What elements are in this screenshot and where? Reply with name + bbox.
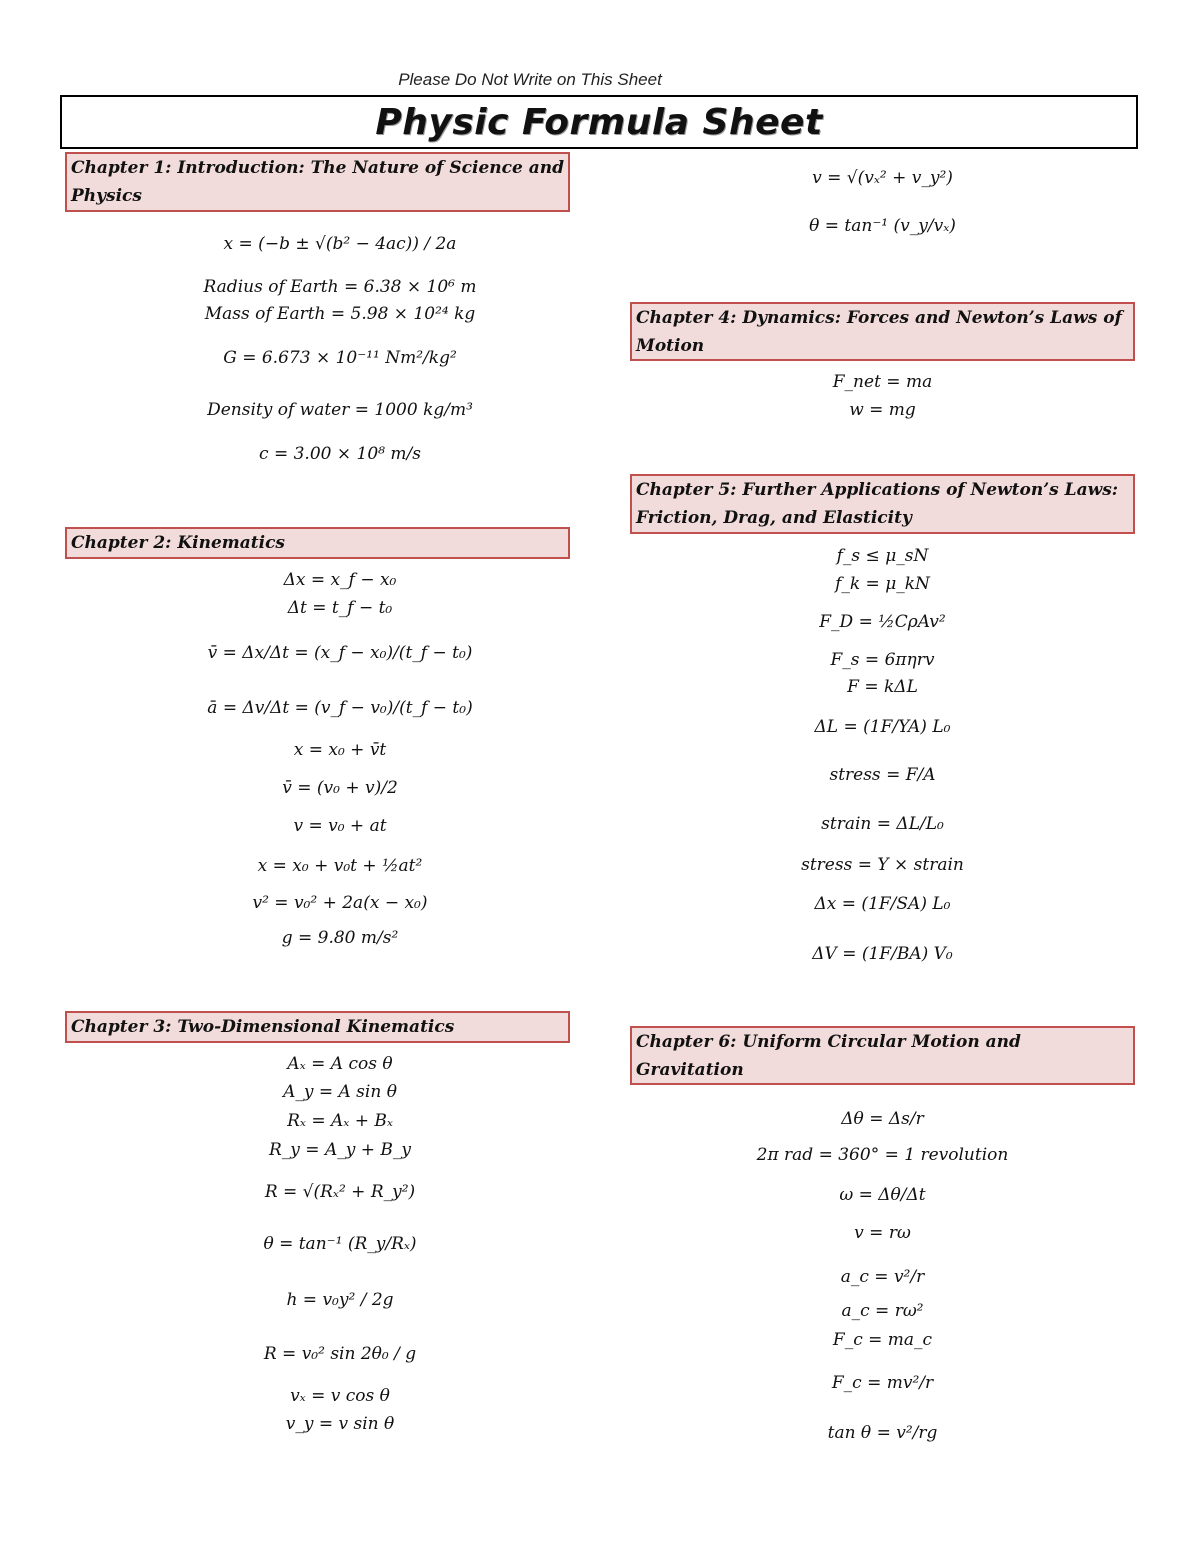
formula: F_s = 6πηrv: [830, 650, 935, 670]
formula: v_y = v sin θ: [285, 1414, 395, 1434]
notice: Please Do Not Write on This Sheet: [398, 70, 662, 89]
chapter-3-formulas: [65, 1052, 615, 1442]
formula: R = v₀² sin 2θ₀ / g: [263, 1344, 417, 1364]
formula: ω = Δθ/Δt: [839, 1185, 926, 1205]
formula: ā = Δv/Δt = (v_f − v₀)/(t_f − t₀): [207, 698, 473, 718]
formula: F_net = ma: [832, 372, 933, 392]
formula: v = √(vₓ² + v_y²): [812, 168, 953, 188]
chapter-6-formulas: [630, 1095, 1135, 1475]
chapter-3-continued-formulas: [630, 158, 1135, 258]
formula: ΔV = (1F/BA) V₀: [812, 944, 953, 964]
chapter-6-heading: Chapter 6: Uniform Circular Motion and Gravitation: [630, 1026, 1135, 1085]
chapter-3-heading: Chapter 3: Two-Dimensional Kinematics: [65, 1011, 570, 1043]
formula: v̄ = (v₀ + v)/2: [282, 778, 398, 798]
formula: strain = ΔL/L₀: [821, 814, 944, 834]
chapter-5-heading: Chapter 5: Further Applications of Newton’s Laws: Friction, Drag, and Elasticity: [630, 474, 1135, 534]
formula: 2π rad = 360° = 1 revolution: [756, 1145, 1009, 1165]
formula: Δx = (1F/SA) L₀: [814, 894, 951, 914]
formula: stress = F/A: [829, 765, 936, 785]
chapter-1-heading: Chapter 1: Introduction: The Nature of Science and Physics: [65, 152, 570, 212]
formula: vₓ = v cos θ: [290, 1386, 390, 1406]
formula: tan θ = v²/rg: [827, 1423, 938, 1443]
formula: Radius of Earth = 6.38 × 10⁶ m: [203, 277, 477, 297]
chapter-5-formulas: [630, 542, 1135, 982]
title-box: [60, 95, 1138, 149]
formula: x = (−b ± √(b² − 4ac)) / 2a: [223, 234, 457, 254]
formula: c = 3.00 × 10⁸ m/s: [259, 444, 421, 464]
formula: θ = tan⁻¹ (R_y/Rₓ): [263, 1234, 417, 1254]
formula: G = 6.673 × 10⁻¹¹ Nm²/kg²: [223, 348, 457, 368]
formula: R = √(Rₓ² + R_y²): [264, 1182, 416, 1202]
formula: Δt = t_f − t₀: [287, 598, 393, 618]
chapter-2-formulas: [65, 568, 615, 968]
formula: f_k = μ_kN: [835, 574, 930, 594]
page-title: Physic Formula Sheet: [375, 102, 823, 143]
formula: A_y = A sin θ: [283, 1082, 397, 1102]
formula: θ = tan⁻¹ (v_y/vₓ): [809, 216, 956, 236]
formula: Aₓ = A cos θ: [287, 1054, 393, 1074]
formula: a_c = v²/r: [840, 1267, 925, 1287]
formula: f_s ≤ μ_sN: [836, 546, 929, 566]
formula: x = x₀ + v̄t: [293, 740, 387, 760]
chapter-4-formulas: [630, 370, 1135, 430]
formula: Density of water = 1000 kg/m³: [207, 400, 473, 420]
formula: Rₓ = Aₓ + Bₓ: [287, 1111, 393, 1131]
formula: h = v₀y² / 2g: [286, 1290, 394, 1310]
formula: a_c = rω²: [841, 1301, 924, 1321]
formula: F_c = ma_c: [832, 1330, 933, 1350]
formula: ΔL = (1F/YA) L₀: [814, 717, 951, 737]
formula: F_D = ½CρAv²: [819, 612, 946, 632]
formula: F_c = mv²/r: [831, 1373, 934, 1393]
formula: F = kΔL: [847, 677, 918, 697]
chapter-2-heading: Chapter 2: Kinematics: [65, 527, 570, 559]
chapter-4-heading: Chapter 4: Dynamics: Forces and Newton’s Laws of Motion: [630, 302, 1135, 361]
formula: Mass of Earth = 5.98 × 10²⁴ kg: [204, 304, 476, 324]
formula: v² = v₀² + 2a(x − x₀): [252, 893, 428, 913]
formula: v = rω: [854, 1223, 911, 1243]
formula: v̄ = Δx/Δt = (x_f − x₀)/(t_f − t₀): [207, 643, 473, 663]
formula: Δθ = Δs/r: [841, 1109, 924, 1129]
formula: stress = Y × strain: [801, 855, 964, 875]
formula: g = 9.80 m/s²: [281, 928, 399, 948]
chapter-1-formulas: [65, 220, 615, 480]
formula: v = v₀ + at: [293, 816, 387, 836]
formula: R_y = A_y + B_y: [269, 1140, 411, 1160]
formula: Δx = x_f − x₀: [283, 570, 397, 590]
formula: x = x₀ + v₀t + ½at²: [257, 856, 423, 876]
formula: w = mg: [849, 400, 916, 420]
